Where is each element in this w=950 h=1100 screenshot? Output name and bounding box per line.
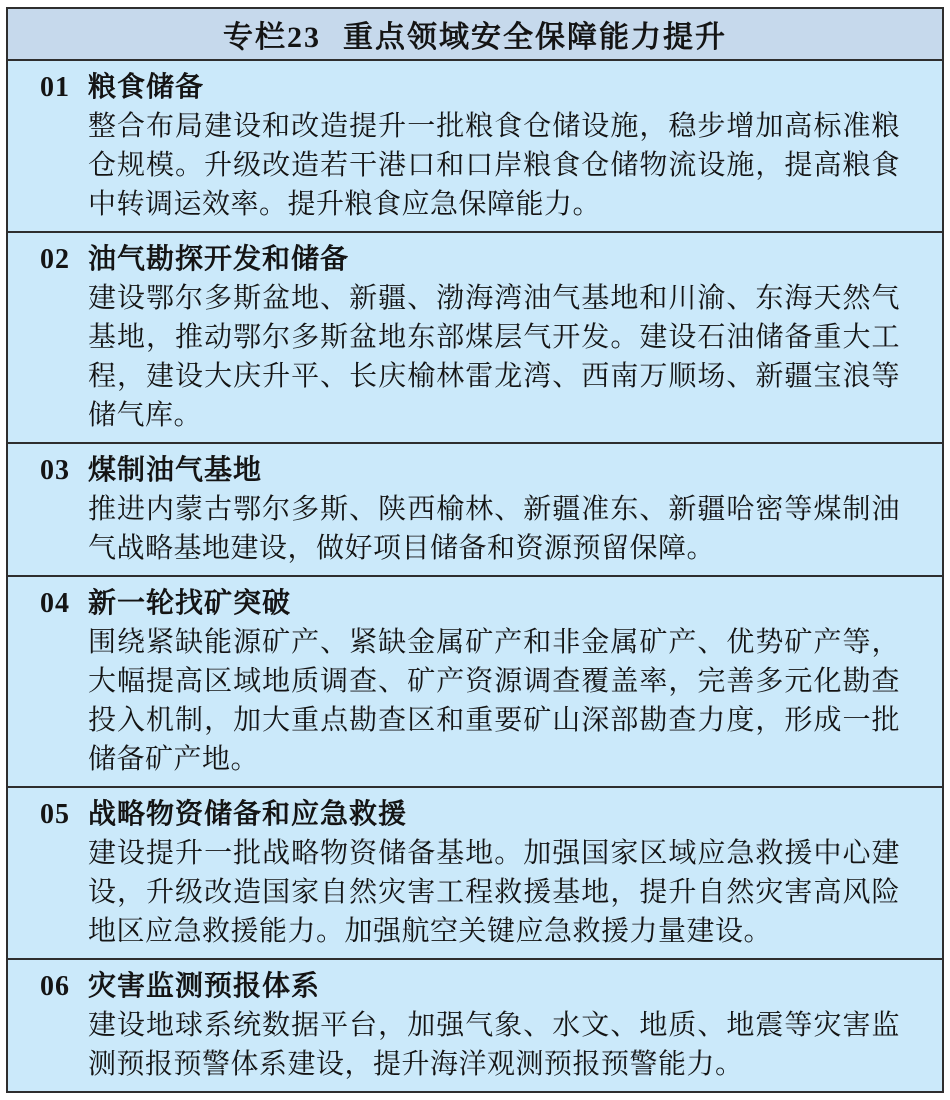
box-header [8, 9, 942, 61]
section-number: 06 [40, 971, 70, 1002]
box-header-title: 重点领域安全保障能力提升 [343, 21, 727, 54]
section-title-row [40, 967, 900, 1006]
box-header-label: 专栏23 [223, 21, 321, 54]
section-row [8, 786, 942, 958]
section-number: 03 [40, 455, 70, 486]
section-title: 战略物资储备和应急救援 [88, 799, 408, 830]
section-title-row [40, 795, 900, 834]
section-title: 油气勘探开发和储备 [88, 244, 350, 275]
special-column-box [6, 7, 944, 1093]
section-title-row [40, 68, 900, 107]
section-body: 建设地球系统数据平台，加强气象、水文、地质、地震等灾害监测预报预警体系建设，提升海洋观测预报预警能力。 [88, 1010, 900, 1080]
section-number: 04 [40, 588, 70, 619]
section-title: 灾害监测预报体系 [88, 971, 321, 1002]
section-title: 粮食储备 [88, 72, 205, 103]
section-row [8, 61, 942, 231]
section-title: 新一轮找矿突破 [88, 588, 292, 619]
section-row [8, 442, 942, 575]
section-title: 煤制油气基地 [88, 455, 263, 486]
section-row [8, 958, 942, 1091]
section-number: 05 [40, 799, 70, 830]
section-number: 02 [40, 244, 70, 275]
section-body: 建设提升一批战略物资储备基地。加强国家区域应急救援中心建设，升级改造国家自然灾害工程救援基地，提升自然灾害高风险地区应急救援能力。加强航空关键应急救援力量建设。 [88, 838, 900, 947]
section-title-row [40, 584, 900, 623]
section-title-row [40, 451, 900, 490]
section-row [8, 575, 942, 786]
section-title-row [40, 240, 900, 279]
section-row [8, 231, 942, 442]
section-number: 01 [40, 72, 70, 103]
sections [8, 61, 942, 1091]
section-body: 建设鄂尔多斯盆地、新疆、渤海湾油气基地和川渝、东海天然气基地，推动鄂尔多斯盆地东部煤层气开发。建设石油储备重大工程，建设大庆升平、长庆榆林雷龙湾、西南万顺场、新疆宝浪等储气库。 [88, 283, 900, 431]
section-body: 推进内蒙古鄂尔多斯、陕西榆林、新疆准东、新疆哈密等煤制油气战略基地建设，做好项目储备和资源预留保障。 [88, 494, 900, 564]
section-body: 整合布局建设和改造提升一批粮食仓储设施，稳步增加高标准粮仓规模。升级改造若干港口和口岸粮食仓储物流设施，提高粮食中转调运效率。提升粮食应急保障能力。 [88, 111, 900, 220]
section-body: 围绕紧缺能源矿产、紧缺金属矿产和非金属矿产、优势矿产等，大幅提高区域地质调查、矿产资源调查覆盖率，完善多元化勘查投入机制，加大重点勘查区和重要矿山深部勘查力度，形成一批储备矿产地。 [88, 627, 900, 775]
